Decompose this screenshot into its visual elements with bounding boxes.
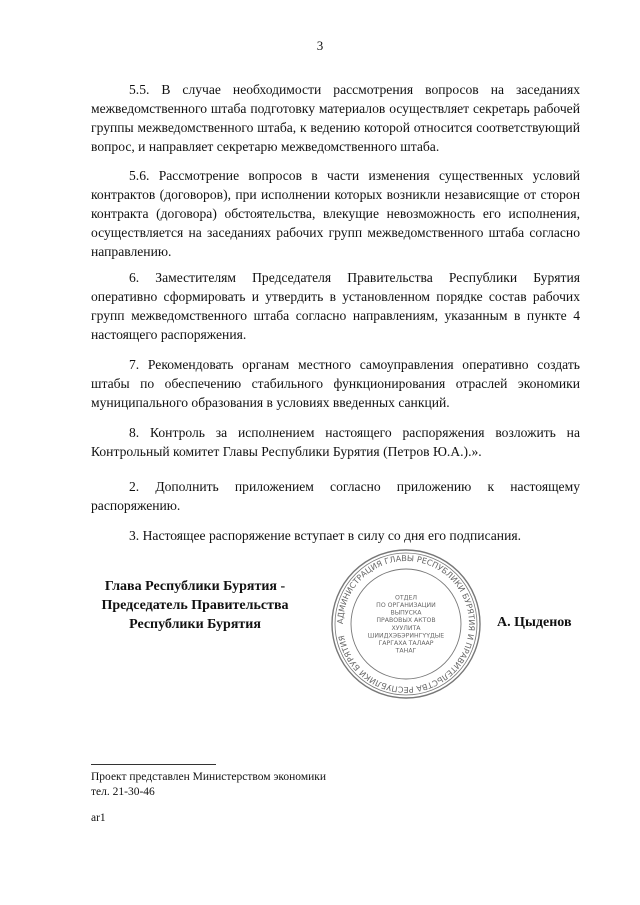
footnote-line: тел. 21-30-46: [91, 786, 155, 798]
document-code: ar1: [91, 812, 106, 824]
seal-inner-line: ХУУЛИТА: [391, 624, 421, 632]
paragraph-text: 5.6. Рассмотрение вопросов в части изменения существенных условий контрактов (договоров), при исполнении которых возникли независящие от сторон контракта (договора) обстоятельства, влекущие невозможность его исполнения, осуществляется на заседаниях рабочих групп межведомственного штаба согласно направлению.: [91, 168, 580, 259]
paragraph-5-6: [91, 166, 580, 261]
seal-inner-line: ШИИДХЭБЭРИНГҮҮДЫЕ: [367, 632, 445, 640]
paragraph-text: 8. Контроль за исполнением настоящего распоряжения возложить на Контрольный комитет Главы Республики Бурятия (Петров Ю.А.).».: [91, 425, 580, 459]
seal-outer-text: АДМИНИСТРАЦИЯ ГЛАВЫ РЕСПУБЛИКИ БУРЯТИЯ И ПРАВИТЕЛЬСТВА РЕСПУБЛИКИ БУРЯТИЯ: [335, 553, 477, 695]
signatory-title-line: Глава Республики Бурятия -: [104, 579, 286, 594]
seal-inner-line: ТАНАГ: [395, 647, 417, 655]
seal-inner-line: ПРАВОВЫХ АКТОВ: [376, 617, 436, 625]
paragraph-2: [91, 477, 580, 515]
seal-inner-line: ПО ОРГАНИЗАЦИИ: [376, 602, 436, 609]
signatory-title: [75, 577, 315, 634]
signer-name: А. Цыденов: [497, 615, 572, 630]
paragraph-5-5: [91, 80, 580, 156]
paragraph-3: [91, 526, 580, 545]
paragraph-7: [91, 355, 580, 412]
signatory-title-line: Республики Бурятия: [129, 617, 261, 632]
footnote-line: Проект представлен Министерством экономики: [91, 771, 327, 783]
footnote: [91, 770, 326, 800]
seal-inner-line: ОТДЕЛ: [394, 594, 418, 602]
paragraph-6: [91, 268, 580, 344]
paragraph-text: 5.5. В случае необходимости рассмотрения вопросов на заседаниях межведомственного штаба подготовку материалов осуществляет секретарь рабочей группы межведомственного штаба, к ведению которой относится соответствующий вопрос, и направляет секретарю межведомственного штаба.: [91, 82, 580, 154]
footnote-divider: [91, 764, 216, 765]
seal-inner-line: ГАРГАХА ТАЛААР: [378, 640, 434, 647]
paragraph-8: [91, 423, 580, 461]
paragraph-text: 6. Заместителям Председателя Правительства Республики Бурятия оперативно сформировать и утвердить в установленном порядке состав рабочих групп межведомственного штаба согласно направлениям, указанным в пункте 4 настоящего распоряжения.: [91, 270, 580, 342]
paragraph-text: 3. Настоящее распоряжение вступает в силу со дня его подписания.: [129, 528, 522, 543]
signatory-title-line: Председатель Правительства: [101, 598, 289, 613]
page-number: 3: [316, 38, 324, 53]
official-seal-icon: [330, 548, 482, 700]
seal-inner-line: ВЫПУСКА: [390, 609, 422, 617]
paragraph-text: 2. Дополнить приложением согласно приложению к настоящему распоряжению.: [91, 479, 580, 513]
paragraph-text: 7. Рекомендовать органам местного самоуправления оперативно создать штабы по обеспечению стабильного функционирования отраслей экономики муниципального образования в условиях введенных санкций.: [91, 357, 580, 410]
